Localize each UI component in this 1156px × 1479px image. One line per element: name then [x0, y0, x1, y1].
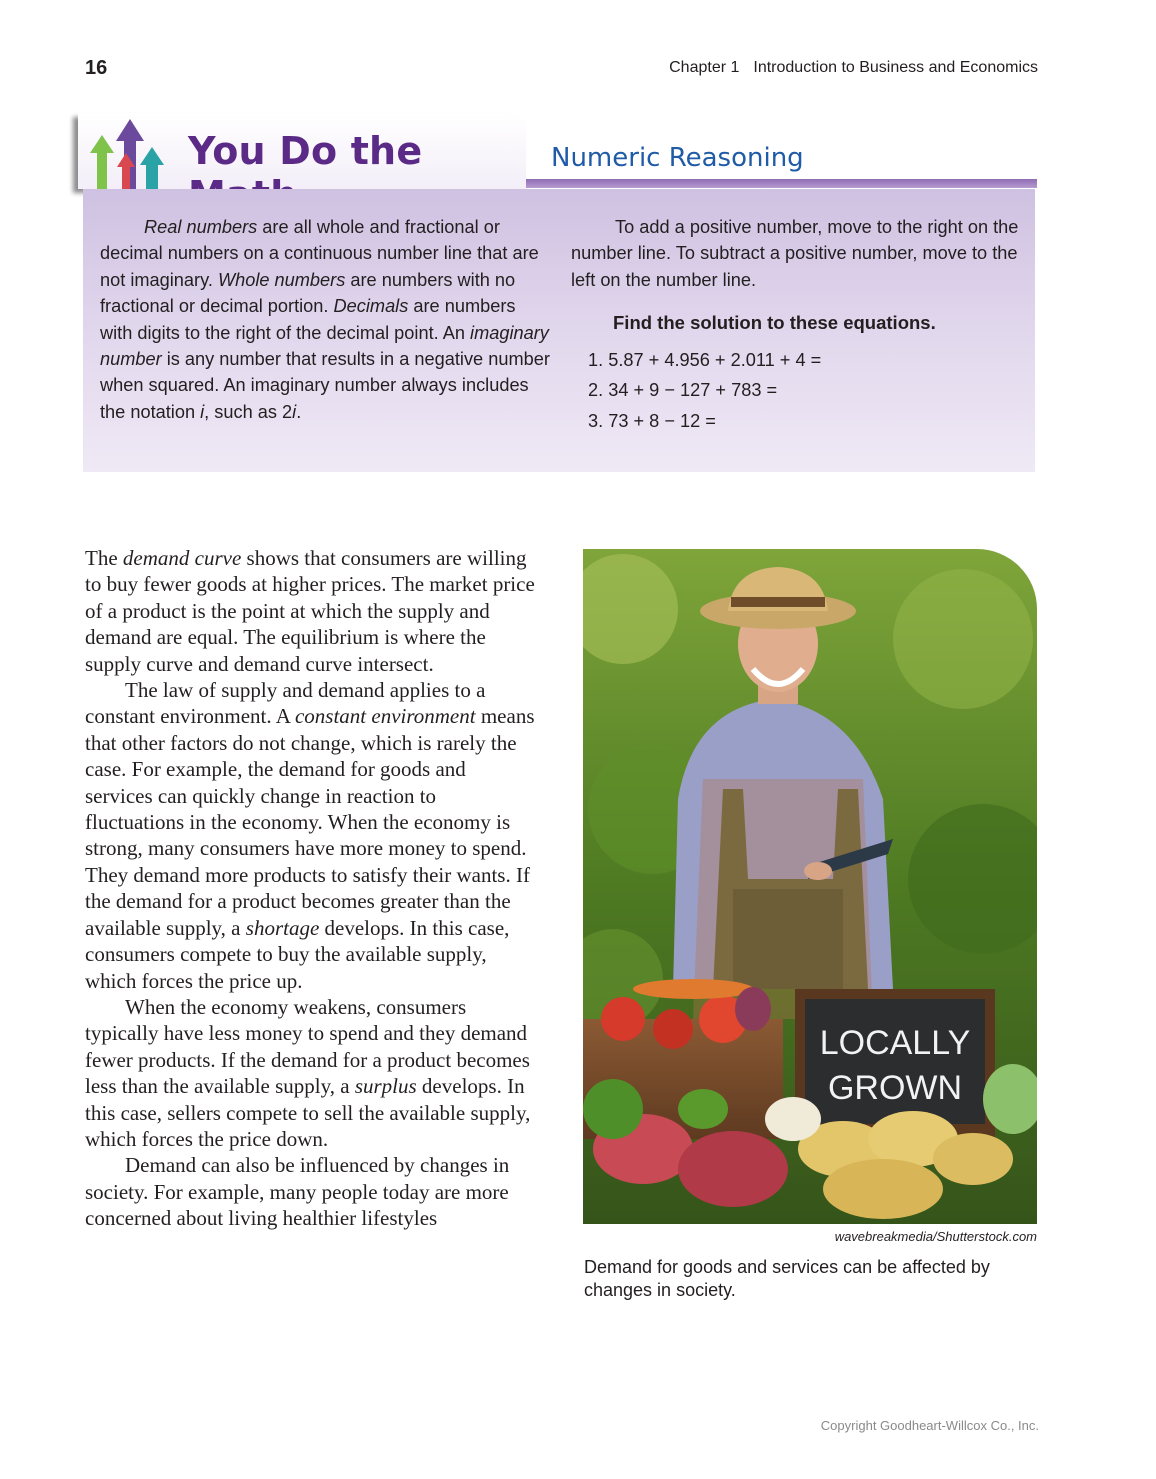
sign-line-1: LOCALLY: [819, 1024, 971, 1062]
page-number: 16: [85, 57, 108, 79]
farmer-illustration: [583, 549, 1037, 1224]
real-numbers-paragraph: Real numbers are all whole and fractional or decimal numbers on a continuous number line that are not imaginary. Whole numbers are numbers with no fractional or decimal portion. Decimals are numbers with digits to the right of the decimal point. An imaginary number is any number that results in a negative number when squared. An imaginary number always includes the notation i, such as 2i.: [100, 217, 550, 422]
copyright-notice: Copyright Goodheart-Willcox Co., Inc.: [820, 1418, 1039, 1433]
body-text: [85, 545, 535, 1232]
feature-right-column: [571, 214, 1021, 436]
feature-subtitle: Numeric Reasoning: [551, 143, 804, 173]
feature-left-column: [100, 214, 550, 425]
farmer-market-photo: [583, 549, 1037, 1224]
equation-item: 3. 73 + 8 − 12 =: [588, 410, 716, 431]
chapter-title: Introduction to Business and Economics: [753, 59, 1038, 76]
equation-list: [588, 345, 1021, 437]
task-heading: Find the solution to these equations.: [613, 312, 936, 334]
feature-rule: [526, 179, 1037, 188]
feature-panel: [83, 189, 1035, 472]
body-paragraph: When the economy weakens, consumers typically have less money to spend and they demand fewer products. If the demand for a product becomes less than the available supply, a surplus develops. In this case, sellers compete to sell the available supply, which forces the price down.: [85, 994, 531, 1151]
body-paragraph: Demand can also be influenced by changes in society. For example, many people today are more concerned about living healthier lifestyles: [85, 1153, 510, 1231]
number-line-paragraph: To add a positive number, move to the right on the number line. To subtract a positive number, move to the left on the number line.: [571, 217, 1019, 290]
feature-banner: [78, 113, 526, 189]
equation-item: 2. 34 + 9 − 127 + 783 =: [588, 380, 778, 401]
chapter-number: Chapter 1: [669, 59, 740, 76]
sign-line-2: GROWN: [827, 1069, 963, 1107]
body-paragraph: The demand curve shows that consumers are willing to buy fewer goods at higher prices. The market price of a product is the point at which the supply and demand are equal. The equilibrium is where the supply curve and demand curve intersect.: [85, 546, 535, 676]
figure-caption: Demand for goods and services can be affected by changes in society.: [584, 1257, 990, 1300]
photo-credit: wavebreakmedia/Shutterstock.com: [834, 1229, 1037, 1244]
rising-arrows-icon: [86, 117, 166, 189]
running-head: [669, 59, 1038, 77]
feature-title: You Do the: [188, 129, 423, 173]
body-paragraph: The law of supply and demand applies to a constant environment. A constant environment means that other factors do not change, which is rarely the case. For example, the demand for goods and services can quickly change in reaction to fluctuations in the economy. When the economy is strong, many consumers have more money to spend. They demand more products to satisfy their wants. If the demand for a product becomes greater than the available supply, a shortage develops. In this case, consumers compete to buy the available supply, which forces the price up.: [85, 678, 535, 993]
equation-item: 1. 5.87 + 4.956 + 2.011 + 4 =: [588, 349, 822, 370]
